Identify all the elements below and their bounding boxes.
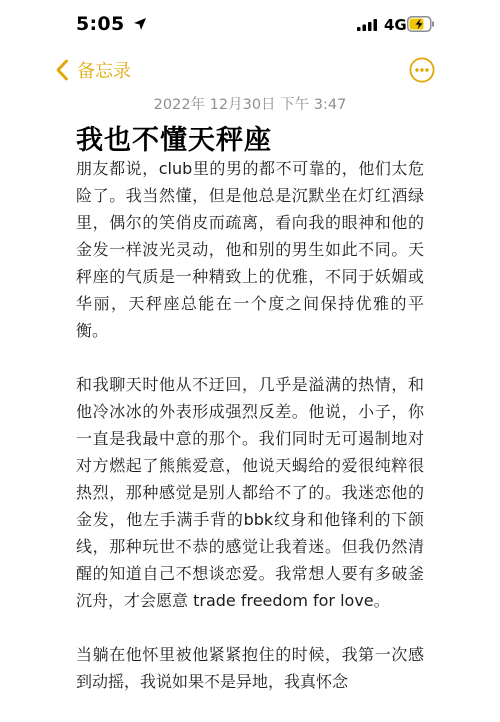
- battery-charging-icon: [407, 16, 435, 32]
- note-paragraph: 朋友都说，club里的男的都不可靠的，他们太危险了。我当然懂，但是他总是沉默坐在灯红酒绿里，偶尔的笑俏皮而疏离，看向我的眼神和他的金发一样波光灵动，他和别的男生如此不同。天秤座的气质是一种精致上的优雅，不同于妖媚或华丽，天秤座总能在一个度之间保持优雅的平衡。: [76, 159, 424, 340]
- location-arrow-icon: [133, 17, 147, 31]
- ellipsis-circle-icon[interactable]: [409, 57, 435, 83]
- note-paragraph: 当躺在他怀里被他紧紧抱住的时候，我第一次感到动摇，我说如果不是异地，我真怀念: [76, 645, 424, 691]
- status-time: 5:05: [76, 13, 125, 35]
- back-button-label: 备忘录: [77, 61, 131, 82]
- note-body[interactable]: [76, 155, 424, 722]
- back-button[interactable]: [55, 56, 131, 84]
- chevron-left-icon: [55, 59, 69, 81]
- network-type-label: 4G: [384, 16, 407, 34]
- note-date: 2022年 12月30日 下午 3:47: [153, 97, 347, 113]
- nav-bar: [0, 52, 500, 88]
- note-paragraph: 和我聊天时他从不迂回，几乎是溢满的热情，和他冷冰冰的外表形成强烈反差。他说，小子，你一直是我最中意的那个。我们同时无可遏制地对对方燃起了熊熊爱意，他说天蝎给的爱很纯粹很热烈，那种感觉是别人都给不了的。我迷恋他的金发，他左手满手背的bbk纹身和他锋利的下颌线，那种玩世不恭的感觉让我着迷。但我仍然清醒的知道自己不想谈恋爱。我常想人要有多破釜沉舟，才会愿意 trade freedom for love。: [76, 375, 424, 610]
- status-bar: [0, 0, 500, 48]
- note-title[interactable]: 我也不懂天秤座: [76, 125, 272, 156]
- cellular-signal-icon: [357, 19, 377, 31]
